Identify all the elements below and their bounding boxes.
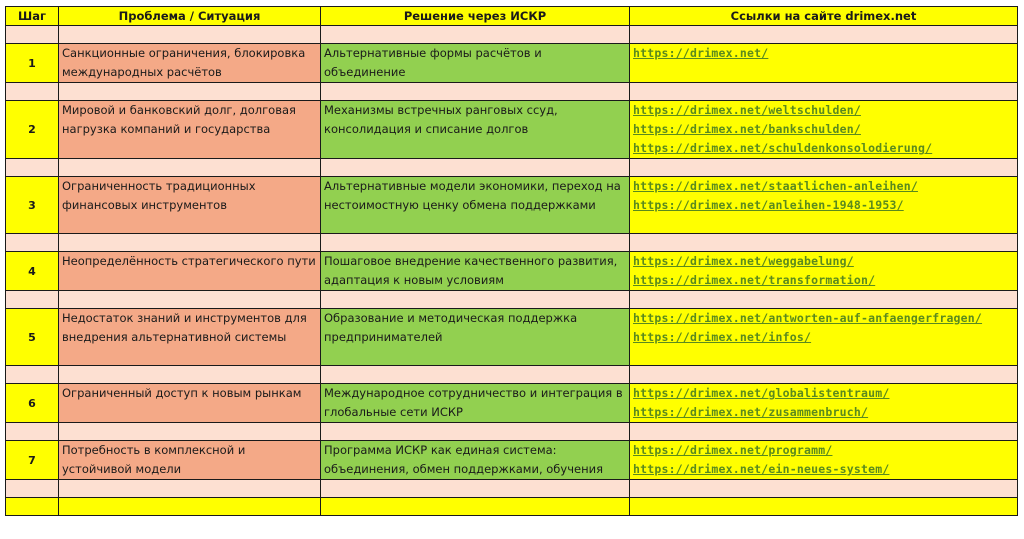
solution-cell: Альтернативные модели экономики, переход на нестоимостную ценку обмена поддержками [321, 177, 630, 234]
solution-cell: Образование и методическая поддержка предпринимателей [321, 309, 630, 366]
table-row [6, 309, 1018, 366]
table-row [6, 252, 1018, 291]
links-cell [630, 44, 1018, 83]
spacer-cell [6, 83, 59, 101]
spacer-cell [321, 498, 630, 516]
spacer-row [6, 234, 1018, 252]
spacer-cell [59, 291, 321, 309]
issues-table [5, 6, 1018, 516]
drimex-link[interactable]: https://drimex.net/anleihen-1948-1953/ [633, 198, 904, 212]
step-number: 1 [6, 44, 59, 83]
spacer-cell [6, 291, 59, 309]
spacer-cell [630, 291, 1018, 309]
spacer-row [6, 159, 1018, 177]
drimex-link[interactable]: https://drimex.net/schuldenkonsolodierung/ [633, 141, 933, 155]
links-cell [630, 309, 1018, 366]
drimex-link[interactable]: https://drimex.net/infos/ [633, 330, 812, 344]
drimex-link[interactable]: https://drimex.net/weltschulden/ [633, 103, 861, 117]
step-number: 7 [6, 441, 59, 480]
spacer-row [6, 291, 1018, 309]
spacer-cell [630, 83, 1018, 101]
drimex-link[interactable]: https://drimex.net/weggabelung/ [633, 254, 854, 268]
solution-cell: Международное сотрудничество и интеграция в глобальные сети ИСКР [321, 384, 630, 423]
spacer-row [6, 480, 1018, 498]
drimex-link[interactable]: https://drimex.net/staatlichen-anleihen/ [633, 179, 918, 193]
solution-cell: Механизмы встречных ранговых ссуд, консолидация и списание долгов [321, 101, 630, 159]
drimex-link[interactable]: https://drimex.net/zusammenbruch/ [633, 405, 869, 419]
spacer-cell [6, 498, 59, 516]
header-problem: Проблема / Ситуация [59, 7, 321, 26]
spacer-cell [321, 159, 630, 177]
spacer-cell [6, 366, 59, 384]
problem-cell: Потребность в комплексной и устойчивой модели [59, 441, 321, 480]
drimex-link[interactable]: https://drimex.net/programm/ [633, 443, 833, 457]
solution-cell: Пошаговое внедрение качественного развития, адаптация к новым условиям [321, 252, 630, 291]
spacer-cell [6, 26, 59, 44]
links-cell [630, 101, 1018, 159]
drimex-link[interactable]: https://drimex.net/ein-neues-system/ [633, 462, 890, 476]
links-cell [630, 441, 1018, 480]
spacer-cell [6, 159, 59, 177]
step-number: 2 [6, 101, 59, 159]
problem-cell: Санкционные ограничения, блокировка международных расчётов [59, 44, 321, 83]
solution-cell: Программа ИСКР как единая система: объединения, обмен поддержками, обучения [321, 441, 630, 480]
spacer-row [6, 366, 1018, 384]
spacer-cell [630, 498, 1018, 516]
spacer-cell [321, 423, 630, 441]
spacer-cell [321, 366, 630, 384]
spacer-cell [6, 480, 59, 498]
spacer-cell [630, 159, 1018, 177]
table-row [6, 44, 1018, 83]
drimex-link[interactable]: https://drimex.net/transformation/ [633, 273, 876, 287]
table-row [6, 441, 1018, 480]
spacer-cell [321, 480, 630, 498]
spacer-cell [6, 423, 59, 441]
spacer-cell [321, 83, 630, 101]
spacer-cell [630, 366, 1018, 384]
spacer-row [6, 26, 1018, 44]
header-row [6, 7, 1018, 26]
solution-cell: Альтернативные формы расчётов и объединение [321, 44, 630, 83]
header-links: Ссылки на сайте drimex.net [630, 7, 1018, 26]
step-number: 3 [6, 177, 59, 234]
table-row [6, 101, 1018, 159]
header-solution: Решение через ИСКР [321, 7, 630, 26]
spacer-cell [59, 480, 321, 498]
drimex-link[interactable]: https://drimex.net/globalistentraum/ [633, 386, 890, 400]
spacer-cell [630, 26, 1018, 44]
step-number: 6 [6, 384, 59, 423]
links-cell [630, 177, 1018, 234]
drimex-link[interactable]: https://drimex.net/antworten-auf-anfaengerfragen/ [633, 311, 983, 325]
spacer-cell [59, 159, 321, 177]
spacer-cell [630, 423, 1018, 441]
step-number: 5 [6, 309, 59, 366]
spacer-cell [59, 234, 321, 252]
step-number: 4 [6, 252, 59, 291]
links-cell [630, 252, 1018, 291]
drimex-link[interactable]: https://drimex.net/bankschulden/ [633, 122, 861, 136]
problem-cell: Ограниченный доступ к новым рынкам [59, 384, 321, 423]
spacer-row [6, 498, 1018, 516]
spacer-row [6, 83, 1018, 101]
drimex-link[interactable]: https://drimex.net/ [633, 46, 769, 60]
problem-cell: Неопределённость стратегического пути [59, 252, 321, 291]
problem-cell: Недостаток знаний и инструментов для внедрения альтернативной системы [59, 309, 321, 366]
spacer-cell [59, 423, 321, 441]
spacer-cell [59, 83, 321, 101]
problem-cell: Мировой и банковский долг, долговая нагрузка компаний и государства [59, 101, 321, 159]
spacer-cell [59, 26, 321, 44]
header-step: Шаг [6, 7, 59, 26]
table-row [6, 384, 1018, 423]
spacer-cell [6, 234, 59, 252]
spacer-row [6, 423, 1018, 441]
problem-cell: Ограниченность традиционных финансовых инструментов [59, 177, 321, 234]
spacer-cell [321, 26, 630, 44]
table-row [6, 177, 1018, 234]
spacer-cell [321, 291, 630, 309]
spacer-cell [321, 234, 630, 252]
spacer-cell [59, 498, 321, 516]
spacer-cell [59, 366, 321, 384]
spacer-cell [630, 480, 1018, 498]
links-cell [630, 384, 1018, 423]
spacer-cell [630, 234, 1018, 252]
